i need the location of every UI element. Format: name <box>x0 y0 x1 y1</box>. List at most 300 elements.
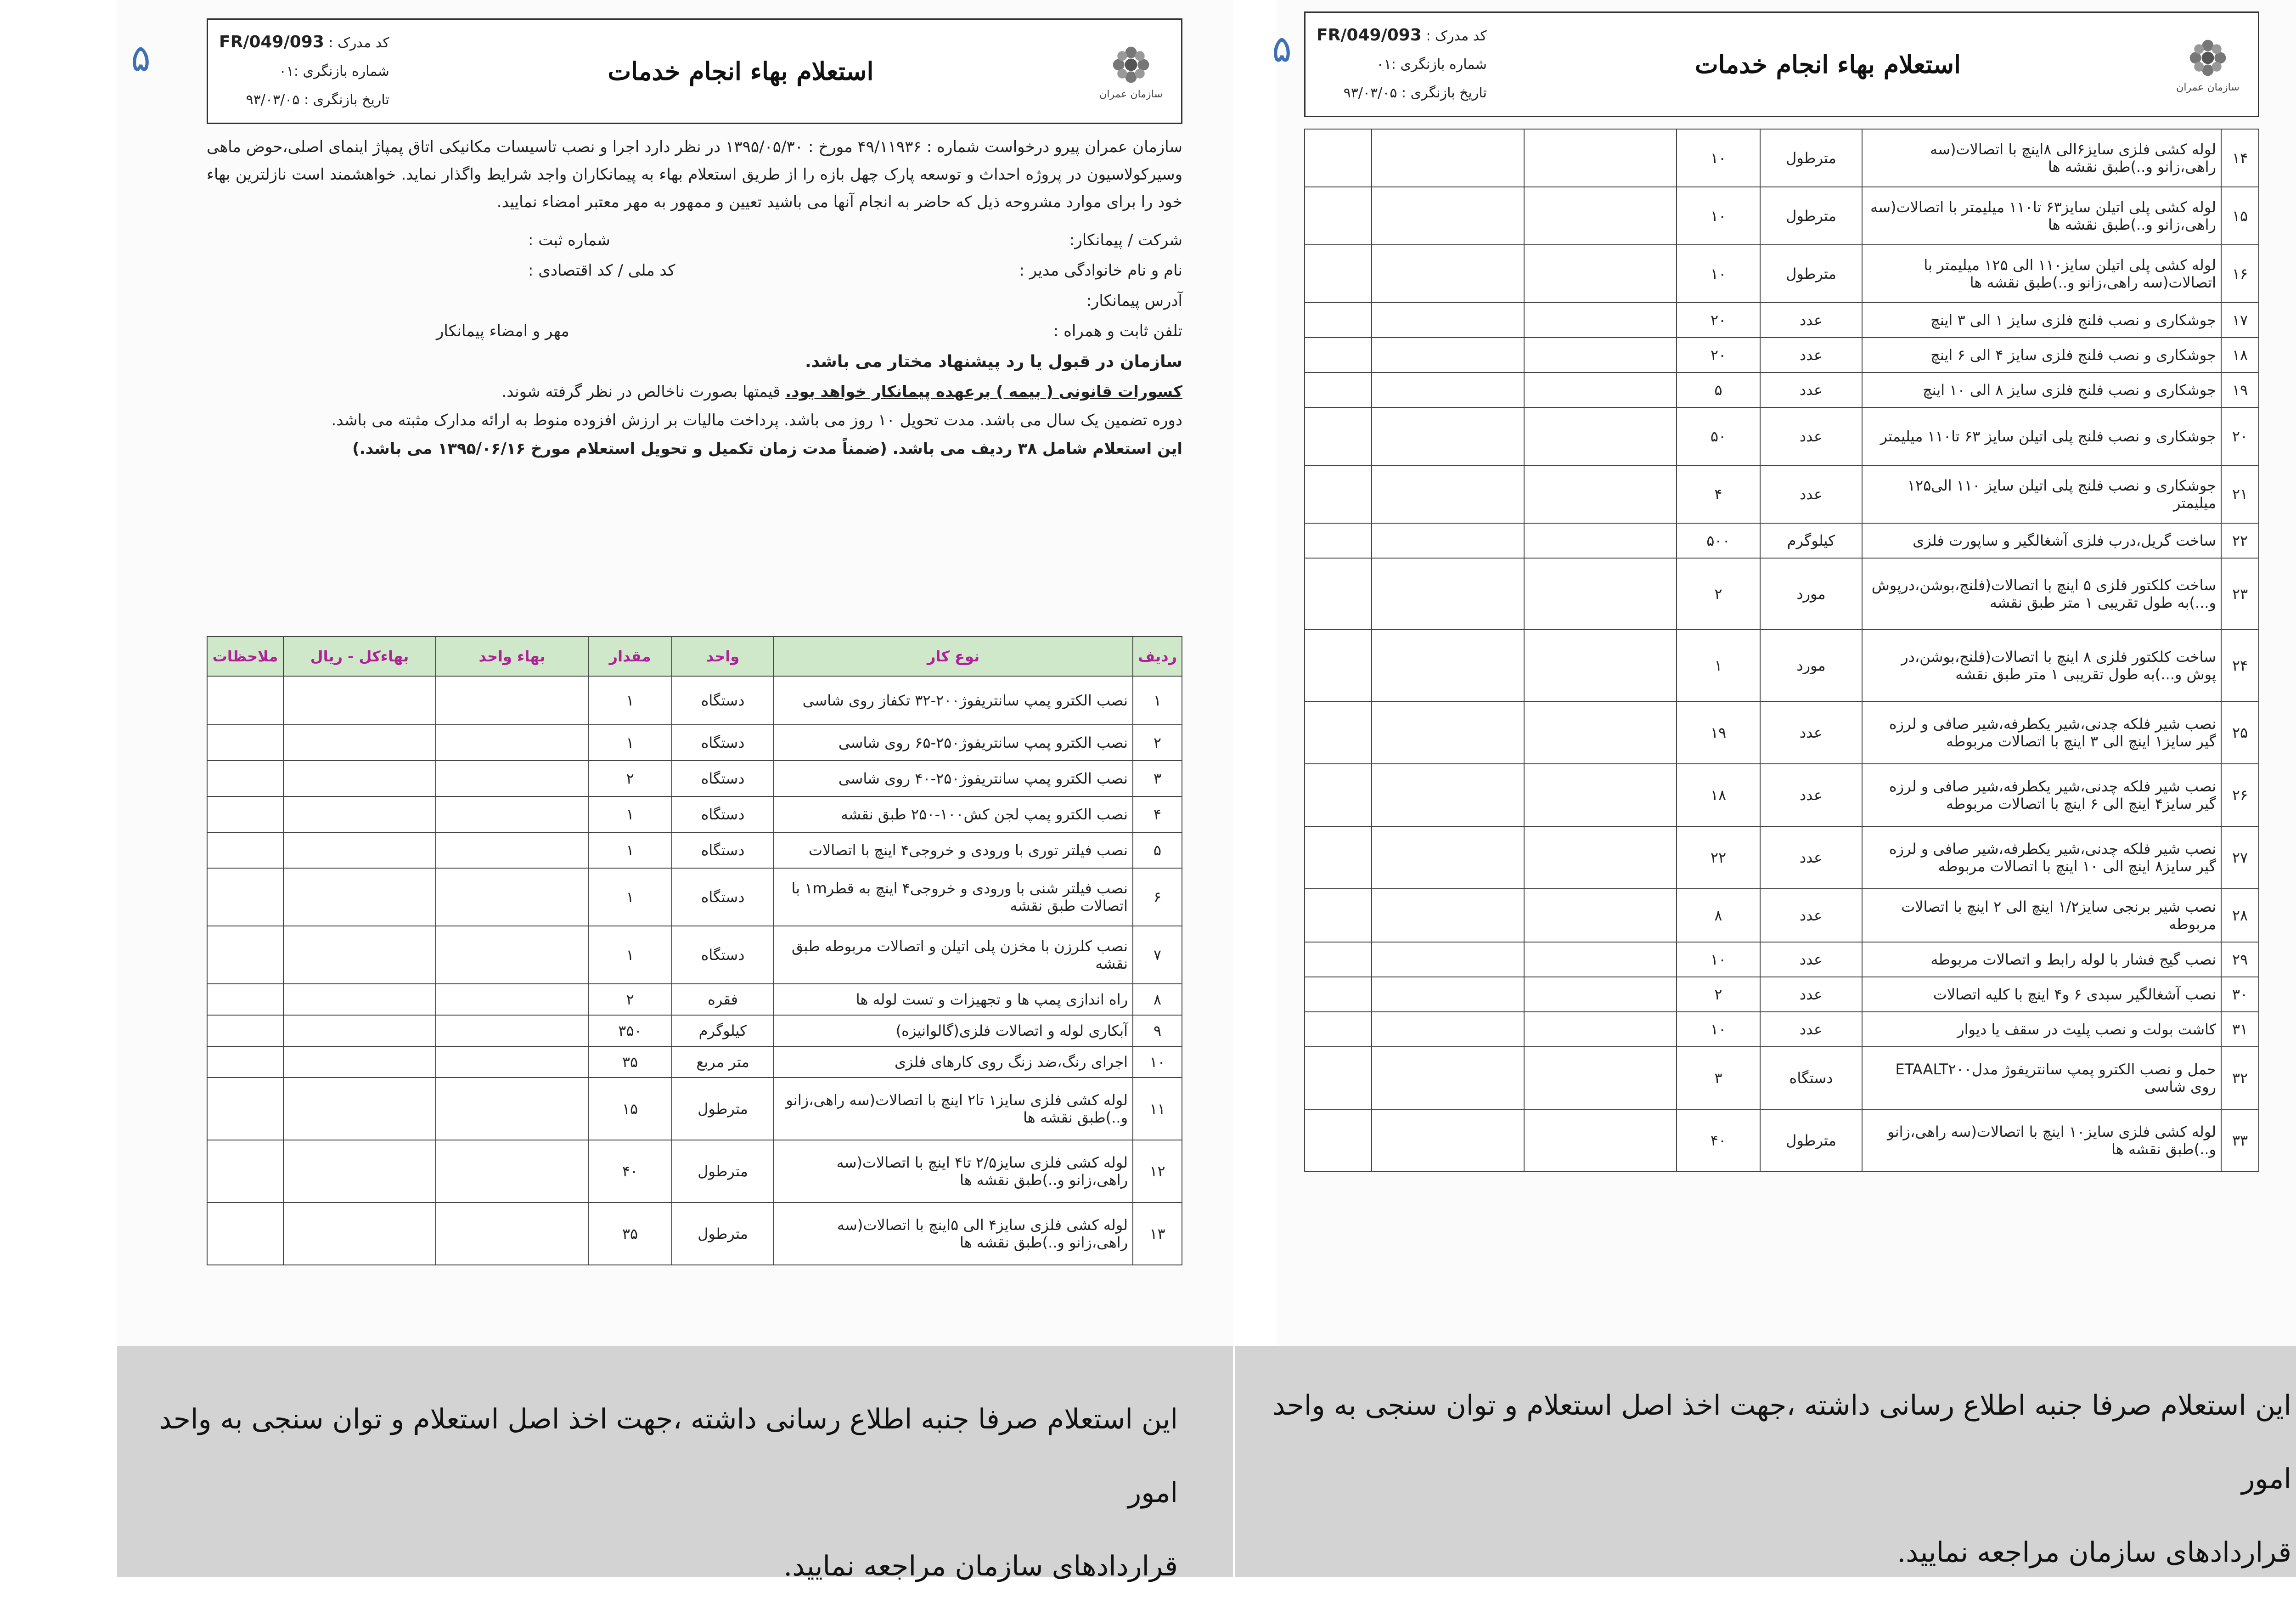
col-description: نوع کار <box>774 637 1133 676</box>
remarks-cell <box>1305 303 1372 338</box>
description-cell: ساخت کلکتور فلزی ۸ اینچ با اتصالات(فلنج،بوشن،در پوش و...)به طول تقریبی ۱ متر طبق نقشه <box>1862 630 2221 701</box>
unit-cell: دستگاه <box>672 796 774 832</box>
description-cell: لوله کشی پلی اتیلن سایز۱۱۰ الی ۱۲۵ میلیمتر با اتصالات(سه راهی،زانو و..)طبق نقشه ها <box>1862 245 2221 303</box>
quantity-cell: ۱۰ <box>1677 129 1760 187</box>
unit-price-cell <box>436 868 588 926</box>
table-row <box>1305 826 2259 889</box>
unit-price-cell <box>436 1078 588 1140</box>
row-number-cell: ۲ <box>1133 725 1182 761</box>
row-number-cell: ۵ <box>1133 832 1182 868</box>
remarks-cell <box>207 761 283 796</box>
unit-price-cell <box>1524 1012 1677 1047</box>
remarks-cell <box>1305 523 1372 558</box>
table-header-row <box>207 637 1182 676</box>
col-unit: واحد <box>672 637 774 676</box>
unit-cell: عدد <box>1760 764 1862 826</box>
description-cell: نصب فیلتر توری با ورودی و خروجی۴ اینچ با اتصالات <box>774 832 1133 868</box>
quantity-cell: ۳۵ <box>588 1046 672 1078</box>
unit-cell: عدد <box>1760 407 1862 465</box>
table-row <box>207 1046 1182 1078</box>
remarks-cell <box>1305 465 1372 523</box>
intro-section <box>207 133 1182 463</box>
unit-cell: مترطول <box>672 1202 774 1265</box>
col-remarks: ملاحظات <box>207 637 283 676</box>
remarks-cell <box>207 676 283 725</box>
row-number-cell: ۴ <box>1133 796 1182 832</box>
remarks-cell <box>1305 826 1372 889</box>
national-id-field: کد ملی / کد اقتصادی : <box>528 261 675 280</box>
address-field: آدرس پیمانکار: <box>1086 292 1182 310</box>
unit-price-cell <box>1524 826 1677 889</box>
unit-cell: دستگاه <box>672 761 774 796</box>
unit-price-cell <box>1524 701 1677 764</box>
description-cell: نصب شیر فلکه چدنی،شیر یکطرفه،شیر صافی و لرزه گیر سایز۴ اینچ الی ۶ اینچ با اتصالات مربوطه <box>1862 764 2221 826</box>
quantity-cell: ۱ <box>588 868 672 926</box>
document-codes <box>219 28 389 114</box>
unit-cell: عدد <box>1760 889 1862 942</box>
row-number-cell: ۸ <box>1133 984 1182 1015</box>
quantity-cell: ۲ <box>588 984 672 1015</box>
items-table-2 <box>1304 129 2259 1172</box>
unit-price-cell <box>436 832 588 868</box>
doc-code: FR/049/093 <box>219 33 324 51</box>
total-price-cell <box>283 761 436 796</box>
unit-price-cell <box>1524 558 1677 630</box>
quantity-cell: ۴۰ <box>1677 1109 1760 1172</box>
phone-field: تلفن ثابت و همراه : <box>1053 322 1182 340</box>
row-number-cell: ۲۱ <box>2221 465 2259 523</box>
description-cell: آبکاری لوله و اتصالات فلزی(گالوانیزه) <box>774 1015 1133 1046</box>
document-page-1 <box>117 0 1233 1360</box>
remarks-cell <box>207 1015 283 1046</box>
unit-cell: عدد <box>1760 338 1862 373</box>
unit-cell: کیلوگرم <box>672 1015 774 1046</box>
table-row <box>207 1015 1182 1046</box>
handwritten-mark: ۵ <box>131 37 151 79</box>
intro-text: سازمان عمران پیرو درخواست شماره : ۴۹/۱۱۹۳۶ مورخ : ۱۳۹۵/۰۵/۳۰ در نظر دارد اجرا و نصب تاسیسات مکانیکی اتاق پمپاژ اینمای اصلی،حوض ماهی وسیرکولاسیون در پروژه احداث و توسعه پارک چهل بازه را از طریق استعلام بهاء به پیمانکاران واجد شرایط واگذار نماید. خواهشمند است نازلترین بهاء خود را برای موارد مشروحه ذیل که حاضر به انجام آنها می باشید تعیین و ممهور به مهر معتبر امضاء نمایید. <box>207 138 1182 211</box>
table-row <box>1305 187 2259 245</box>
table-row <box>1305 977 2259 1012</box>
description-cell: حمل و نصب الکترو پمپ سانتریفوژ مدلETAALT۲۰۰ روی شاسی <box>1862 1047 2221 1109</box>
description-cell: ساخت کلکتور فلزی ۵ اینچ با اتصالات(فلنج،بوشن،درپوش و...)به طول تقریبی ۱ متر طبق نقشه <box>1862 558 2221 630</box>
description-cell: نصب الکترو پمپ سانتریفوژ۲۰۰-۳۲ تکفاز روی شاسی <box>774 676 1133 725</box>
unit-price-cell <box>436 1202 588 1265</box>
unit-price-cell <box>1524 407 1677 465</box>
total-price-cell <box>283 1015 436 1046</box>
remarks-cell <box>207 1046 283 1078</box>
description-cell: لوله کشی فلزی سایز۶الی ۸اینچ با اتصالات(سه راهی،زانو و..)طبق نقشه ها <box>1862 129 2221 187</box>
table-row <box>1305 1047 2259 1109</box>
unit-cell: کیلوگرم <box>1760 523 1862 558</box>
remarks-cell <box>1305 701 1372 764</box>
quantity-cell: ۲ <box>1677 558 1760 630</box>
description-cell: ساخت گریل،درب فلزی آشغالگیر و ساپورت فلزی <box>1862 523 2221 558</box>
remarks-cell <box>207 1202 283 1265</box>
row-number-cell: ۲۳ <box>2221 558 2259 630</box>
document-header <box>1304 11 2259 117</box>
remarks-cell <box>1305 407 1372 465</box>
remarks-cell <box>207 984 283 1015</box>
unit-price-cell <box>436 796 588 832</box>
notice-line-1: این استعلام صرفا جنبه اطلاع رسانی داشته ،جهت اخذ اصل استعلام و توان سنجی به واحد امور <box>159 1403 1178 1509</box>
table-row <box>1305 701 2259 764</box>
row-number-cell: ۳۲ <box>2221 1047 2259 1109</box>
quantity-cell: ۱۹ <box>1677 701 1760 764</box>
row-number-cell: ۲۴ <box>2221 630 2259 701</box>
remarks-cell <box>1305 1109 1372 1172</box>
total-price-cell <box>283 1202 436 1265</box>
description-cell: نصب کلرزن با مخزن پلی اتیلن و اتصالات مربوطه طبق نقشه <box>774 926 1133 984</box>
unit-price-cell <box>436 926 588 984</box>
table-row <box>207 926 1182 984</box>
row-number-cell: ۳۱ <box>2221 1012 2259 1047</box>
unit-cell: دستگاه <box>672 926 774 984</box>
description-cell: لوله کشی پلی اتیلن سایز۶۳ تا۱۱۰ میلیمتر با اتصالات(سه راهی،زانو و..)طبق نقشه ها <box>1862 187 2221 245</box>
doc-code-label: کد مدرک : <box>328 35 389 51</box>
table-row <box>207 725 1182 761</box>
table-row <box>207 1078 1182 1140</box>
unit-cell: دستگاه <box>672 676 774 725</box>
quantity-cell: ۱ <box>588 725 672 761</box>
total-price-cell <box>283 1140 436 1202</box>
quantity-cell: ۱۸ <box>1677 764 1760 826</box>
table-row <box>1305 407 2259 465</box>
notice-line-2: قراردادهای سازمان مراجعه نمایید. <box>783 1550 1178 1582</box>
row-number-cell: ۱۵ <box>2221 187 2259 245</box>
remarks-cell <box>1305 1012 1372 1047</box>
total-price-cell <box>1372 465 1524 523</box>
unit-cell: مترطول <box>672 1140 774 1202</box>
total-price-cell <box>1372 245 1524 303</box>
warranty-text: دوره تضمین یک سال می باشد. مدت تحویل ۱۰ روز می باشد. پرداخت مالیات بر ارزش افزوده منوط به ارائه مدارک مثبته می باشد. <box>331 411 1182 429</box>
deductions-label: کسورات قانونی ( بیمه ) برعهده پیمانکار خواهد بود. <box>785 383 1182 401</box>
unit-cell: فقره <box>672 984 774 1015</box>
row-number-cell: ۱۱ <box>1133 1078 1182 1140</box>
total-price-cell <box>1372 558 1524 630</box>
total-price-cell <box>1372 764 1524 826</box>
total-price-cell <box>283 1046 436 1078</box>
quantity-cell: ۱۰ <box>1677 942 1760 977</box>
row-number-cell: ۳۰ <box>2221 977 2259 1012</box>
total-price-cell <box>1372 303 1524 338</box>
total-price-cell <box>283 832 436 868</box>
quantity-cell: ۵ <box>1677 373 1760 407</box>
description-cell: نصب آشغالگیر سبدی ۶ و۴ اینچ با کلیه اتصالات <box>1862 977 2221 1012</box>
row-number-cell: ۱۰ <box>1133 1046 1182 1078</box>
notice-line-1: این استعلام صرفا جنبه اطلاع رسانی داشته ،جهت اخذ اصل استعلام و توان سنجی به واحد امور <box>1272 1389 2291 1495</box>
unit-cell: متر مربع <box>672 1046 774 1078</box>
reg-no-field: شماره ثبت : <box>528 231 610 249</box>
table-row <box>1305 129 2259 187</box>
total-price-cell <box>1372 1047 1524 1109</box>
quantity-cell: ۳۵۰ <box>588 1015 672 1046</box>
remarks-cell <box>1305 942 1372 977</box>
total-price-cell <box>1372 338 1524 373</box>
unit-cell: عدد <box>1760 373 1862 407</box>
quantity-cell: ۳۵ <box>588 1202 672 1265</box>
table-row <box>1305 303 2259 338</box>
table-row <box>1305 338 2259 373</box>
table-row <box>1305 245 2259 303</box>
description-cell: کاشت بولت و نصب پلیت در سقف یا دیوار <box>1862 1012 2221 1047</box>
notice-line-2: قراردادهای سازمان مراجعه نمایید. <box>1897 1536 2291 1569</box>
total-price-cell <box>1372 630 1524 701</box>
unit-cell: مترطول <box>1760 187 1862 245</box>
quantity-cell: ۲۲ <box>1677 826 1760 889</box>
row-number-cell: ۲۵ <box>2221 701 2259 764</box>
description-cell: راه اندازی پمپ ها و تجهیزات و تست لوله ها <box>774 984 1133 1015</box>
doc-code-label: کد مدرک : <box>1426 28 1487 44</box>
description-cell: نصب شیر برنجی سایز۱/۲ اینچ الی ۲ اینچ با اتصالات مربوطه <box>1862 889 2221 942</box>
remarks-cell <box>1305 977 1372 1012</box>
unit-cell: عدد <box>1760 826 1862 889</box>
unit-cell: عدد <box>1760 942 1862 977</box>
row-number-cell: ۲۹ <box>2221 942 2259 977</box>
row-number-cell: ۱۸ <box>2221 338 2259 373</box>
manager-field: نام و نام خانوادگی مدیر : <box>1019 261 1182 280</box>
unit-cell: دستگاه <box>672 725 774 761</box>
remarks-cell <box>1305 245 1372 303</box>
quantity-cell: ۲ <box>1677 977 1760 1012</box>
unit-cell: مترطول <box>1760 245 1862 303</box>
remarks-cell <box>1305 129 1372 187</box>
notice-1 <box>117 1383 1178 1603</box>
table-row <box>207 984 1182 1015</box>
flower-logo-icon <box>2186 36 2230 80</box>
unit-price-cell <box>1524 303 1677 338</box>
logo-text: سازمان عمران <box>1099 88 1163 100</box>
organization-logo <box>1092 43 1170 100</box>
quantity-cell: ۱۰ <box>1677 1012 1760 1047</box>
unit-price-cell <box>436 1046 588 1078</box>
unit-cell: عدد <box>1760 465 1862 523</box>
description-cell: نصب گیج فشار با لوله رابط و اتصالات مربوطه <box>1862 942 2221 977</box>
unit-cell: دستگاه <box>1760 1047 1862 1109</box>
unit-cell: مورد <box>1760 630 1862 701</box>
remarks-cell <box>207 1078 283 1140</box>
row-number-cell: ۱۴ <box>2221 129 2259 187</box>
unit-price-cell <box>1524 1047 1677 1109</box>
total-price-cell <box>283 926 436 984</box>
total-price-cell <box>1372 1109 1524 1172</box>
description-cell: جوشکاری و نصب فلنج فلزی سایز ۸ الی ۱۰ اینچ <box>1862 373 2221 407</box>
table-row <box>1305 630 2259 701</box>
total-price-cell <box>1372 373 1524 407</box>
inquiry-text: این استعلام شامل ۳۸ ردیف می باشد. (ضمناً مدت زمان تکمیل و تحویل استعلام مورخ ۱۳۹۵/۰۶/۱۶ می باشد.) <box>352 440 1182 458</box>
unit-price-cell <box>436 676 588 725</box>
document-page-2 <box>1272 0 2296 1346</box>
remarks-cell <box>1305 338 1372 373</box>
table-row <box>1305 465 2259 523</box>
row-number-cell: ۲۲ <box>2221 523 2259 558</box>
row-number-cell: ۱ <box>1133 676 1182 725</box>
remarks-cell <box>207 1140 283 1202</box>
quantity-cell: ۱ <box>588 676 672 725</box>
description-cell: جوشکاری و نصب فلنج پلی اتیلن سایز ۱۱۰ الی۱۲۵ میلیمتر <box>1862 465 2221 523</box>
organization-logo <box>2169 36 2247 93</box>
quantity-cell: ۳ <box>1677 1047 1760 1109</box>
unit-price-cell <box>1524 942 1677 977</box>
table-row <box>1305 889 2259 942</box>
quantity-cell: ۱۰ <box>1677 187 1760 245</box>
row-number-cell: ۶ <box>1133 868 1182 926</box>
table-row <box>1305 764 2259 826</box>
total-price-cell <box>283 1078 436 1140</box>
unit-price-cell <box>436 984 588 1015</box>
doc-code: FR/049/093 <box>1317 26 1422 45</box>
description-cell: جوشکاری و نصب فلنج پلی اتیلن سایز ۶۳ تا۱۱۰ میلیمتر <box>1862 407 2221 465</box>
quantity-cell: ۲۰ <box>1677 338 1760 373</box>
table-row <box>1305 1012 2259 1047</box>
items-table-1 <box>207 636 1182 1265</box>
quantity-cell: ۱۰ <box>1677 245 1760 303</box>
total-price-cell <box>1372 701 1524 764</box>
notice-2 <box>1235 1369 2291 1589</box>
table-row <box>207 832 1182 868</box>
unit-cell: عدد <box>1760 303 1862 338</box>
unit-price-cell <box>436 725 588 761</box>
unit-cell: عدد <box>1760 1012 1862 1047</box>
unit-price-cell <box>1524 764 1677 826</box>
total-price-cell <box>1372 407 1524 465</box>
table-row <box>207 1140 1182 1202</box>
unit-price-cell <box>1524 977 1677 1012</box>
unit-price-cell <box>1524 465 1677 523</box>
remarks-cell <box>1305 630 1372 701</box>
col-total-price: بهاءکل - ریال <box>283 637 436 676</box>
quantity-cell: ۵۰ <box>1677 407 1760 465</box>
unit-price-cell <box>1524 373 1677 407</box>
col-unit-price: بهاء واحد <box>436 637 588 676</box>
revision-date: تاریخ بازنگری : ۹۳/۰۳/۰۵ <box>246 92 389 108</box>
description-cell: لوله کشی فلزی سایز۱ تا۲ اینچ با اتصالات(سه راهی،زانو و..)طبق نقشه ها <box>774 1078 1133 1140</box>
total-price-cell <box>283 676 436 725</box>
total-price-cell <box>283 796 436 832</box>
table-row <box>207 1202 1182 1265</box>
description-cell: نصب شیر فلکه چدنی،شیر یکطرفه،شیر صافی و لرزه گیر سایز۱ اینچ الی ۳ اینچ با اتصالات مربوطه <box>1862 701 2221 764</box>
quantity-cell: ۱ <box>588 796 672 832</box>
remarks-cell <box>207 926 283 984</box>
row-number-cell: ۳ <box>1133 761 1182 796</box>
total-price-cell <box>1372 889 1524 942</box>
row-number-cell: ۷ <box>1133 926 1182 984</box>
total-price-cell <box>283 984 436 1015</box>
unit-cell: دستگاه <box>672 868 774 926</box>
col-row: ردیف <box>1133 637 1182 676</box>
document-header <box>207 18 1182 124</box>
unit-cell: عدد <box>1760 701 1862 764</box>
remarks-cell <box>207 832 283 868</box>
unit-cell: مترطول <box>1760 129 1862 187</box>
total-price-cell <box>1372 523 1524 558</box>
description-cell: نصب الکترو پمپ سانتریفوژ۲۵۰-۶۵ روی شاسی <box>774 725 1133 761</box>
row-number-cell: ۱۳ <box>1133 1202 1182 1265</box>
description-cell: اجرای رنگ،ضد زنگ روی کارهای فلزی <box>774 1046 1133 1078</box>
description-cell: نصب شیر فلکه چدنی،شیر یکطرفه،شیر صافی و لرزه گیر سایز۸ اینچ الی ۱۰ اینچ با اتصالات مربوطه <box>1862 826 2221 889</box>
handwritten-mark: ۵ <box>1272 28 1292 70</box>
unit-price-cell <box>436 1015 588 1046</box>
unit-price-cell <box>1524 129 1677 187</box>
description-cell: لوله کشی فلزی سایز۲/۵ تا۴ اینچ با اتصالات(سه راهی،زانو و..)طبق نقشه ها <box>774 1140 1133 1202</box>
remarks-cell <box>207 725 283 761</box>
table-row <box>1305 1109 2259 1172</box>
total-price-cell <box>1372 942 1524 977</box>
signature-field: مهر و امضاء پیمانکار <box>436 322 569 340</box>
page-title: استعلام بهاء انجام خدمات <box>1694 50 1961 79</box>
flower-logo-icon <box>1109 43 1153 87</box>
row-number-cell: ۳۳ <box>2221 1109 2259 1172</box>
remarks-cell <box>1305 1047 1372 1109</box>
table-row <box>207 676 1182 725</box>
quantity-cell: ۱ <box>588 832 672 868</box>
row-number-cell: ۱۲ <box>1133 1140 1182 1202</box>
quantity-cell: ۲۰ <box>1677 303 1760 338</box>
total-price-cell <box>1372 129 1524 187</box>
revision-number: شماره بازنگری :۰۱ <box>1376 56 1487 73</box>
description-cell: جوشکاری و نصب فلنج فلزی سایز ۱ الی ۳ اینچ <box>1862 303 2221 338</box>
quantity-cell: ۲ <box>588 761 672 796</box>
unit-price-cell <box>1524 338 1677 373</box>
table-row <box>1305 558 2259 630</box>
remarks-cell <box>207 796 283 832</box>
unit-price-cell <box>1524 187 1677 245</box>
quantity-cell: ۱۵ <box>588 1078 672 1140</box>
table-row <box>207 796 1182 832</box>
quantity-cell: ۴۰ <box>588 1140 672 1202</box>
total-price-cell <box>283 725 436 761</box>
total-price-cell <box>1372 977 1524 1012</box>
total-price-cell <box>283 868 436 926</box>
total-price-cell <box>1372 187 1524 245</box>
quantity-cell: ۸ <box>1677 889 1760 942</box>
unit-cell: مورد <box>1760 558 1862 630</box>
description-cell: نصب فیلتر شنی با ورودی و خروجی۴ اینچ به قطر۱m با اتصالات طبق نقشه <box>774 868 1133 926</box>
remarks-cell <box>1305 558 1372 630</box>
unit-price-cell <box>1524 630 1677 701</box>
accept-text: سازمان در قبول یا رد پیشنهاد مختار می باشد. <box>805 352 1182 371</box>
remarks-cell <box>1305 373 1372 407</box>
quantity-cell: ۴ <box>1677 465 1760 523</box>
unit-price-cell <box>1524 245 1677 303</box>
unit-cell: مترطول <box>672 1078 774 1140</box>
remarks-cell <box>1305 187 1372 245</box>
description-cell: نصب الکترو پمپ سانتریفوژ۲۵۰-۴۰ روی شاسی <box>774 761 1133 796</box>
unit-cell: عدد <box>1760 977 1862 1012</box>
description-cell: لوله کشی فلزی سایز۴ الی ۵اینچ با اتصالات(سه راهی،زانو و..)طبق نقشه ها <box>774 1202 1133 1265</box>
revision-date: تاریخ بازنگری : ۹۳/۰۳/۰۵ <box>1343 85 1487 101</box>
table-row <box>1305 942 2259 977</box>
unit-price-cell <box>436 1140 588 1202</box>
remarks-cell <box>1305 889 1372 942</box>
description-cell: جوشکاری و نصب فلنج فلزی سایز ۴ الی ۶ اینچ <box>1862 338 2221 373</box>
document-codes <box>1317 21 1487 107</box>
col-qty: مقدار <box>588 637 672 676</box>
unit-cell: مترطول <box>1760 1109 1862 1172</box>
quantity-cell: ۱ <box>1677 630 1760 701</box>
row-number-cell: ۹ <box>1133 1015 1182 1046</box>
remarks-cell <box>1305 764 1372 826</box>
unit-price-cell <box>436 761 588 796</box>
deductions-text: قیمتها بصورت ناخالص در نظر گرفته شوند. <box>501 383 781 401</box>
description-cell: نصب الکترو پمپ لجن کش۱۰۰-۲۵۰ طبق نقشه <box>774 796 1133 832</box>
page-title: استعلام بهاء انجام خدمات <box>608 56 874 86</box>
table-row <box>1305 523 2259 558</box>
row-number-cell: ۱۶ <box>2221 245 2259 303</box>
unit-cell: دستگاه <box>672 832 774 868</box>
unit-price-cell <box>1524 523 1677 558</box>
description-cell: لوله کشی فلزی سایز۱۰ اینچ با اتصالات(سه راهی،زانو و..)طبق نقشه ها <box>1862 1109 2221 1172</box>
row-number-cell: ۱۹ <box>2221 373 2259 407</box>
